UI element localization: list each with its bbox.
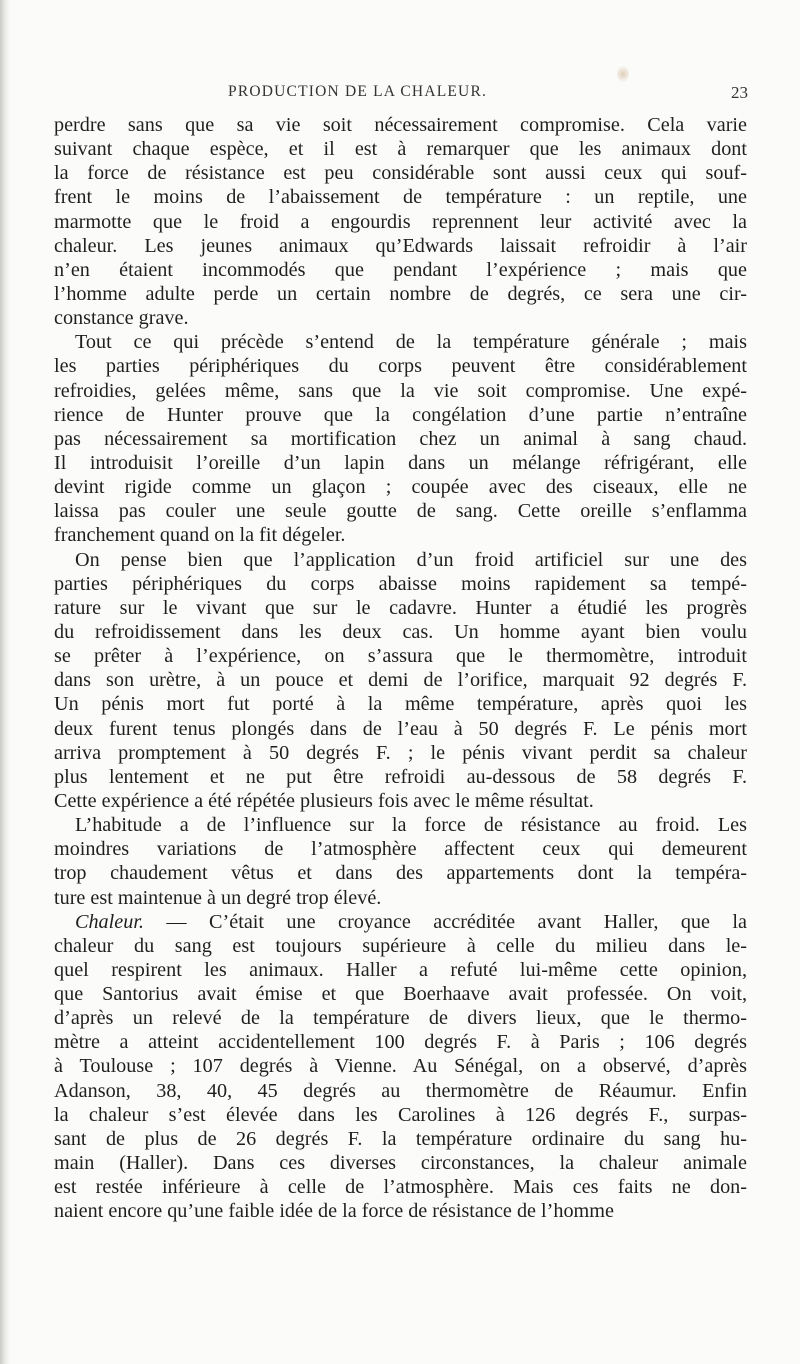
- text-line: quel respirent les animaux. Haller a refuté lui-même cette opinion,: [54, 958, 747, 981]
- text-line: dans son urètre, à un pouce et demi de l’orifice, marquait 92 degrés F.: [54, 669, 747, 692]
- text-line: sant de plus de 26 degrés F. la température ordinaire du sang hu-: [54, 1127, 747, 1150]
- text-line: parties périphériques du corps abaisse moins rapidement sa tempé-: [54, 572, 747, 595]
- text-line: la force de résistance est peu considérable sont aussi ceux qui souf-: [54, 162, 747, 185]
- body-text: [54, 113, 747, 1223]
- text-line: chaleur. Les jeunes animaux qu’Edwards laissait refroidir à l’air: [54, 234, 747, 257]
- text-line: perdre sans que sa vie soit nécessairement compromise. Cela varie: [54, 114, 747, 136]
- text-line: pas nécessairement sa mortification chez un animal à sang chaud.: [54, 427, 747, 450]
- text-line: les parties périphériques du corps peuvent être considérablement: [54, 355, 747, 378]
- text-line: [54, 910, 747, 934]
- text-line: à Toulouse ; 107 degrés à Vienne. Au Sénégal, on a observé, d’après: [54, 1055, 747, 1078]
- text-line: moindres variations de l’atmosphère affectent ceux qui demeurent: [54, 838, 747, 861]
- text-line: se prêter à l’expérience, on s’assura que le thermomètre, introduit: [54, 645, 747, 668]
- text-line: marmotte que le froid a engourdis reprennent leur activité avec la: [54, 210, 747, 233]
- text-line: constance grave.: [54, 307, 189, 330]
- line-text: — C’était une croyance accréditée avant Haller, que la: [143, 910, 747, 933]
- text-line: main (Haller). Dans ces diverses circonstances, la chaleur animale: [54, 1152, 747, 1175]
- italic-lead: Chaleur.: [75, 910, 144, 933]
- text-line: l’homme adulte perde un certain nombre de degrés, ce sera une cir-: [54, 282, 747, 305]
- text-line: Cette expérience a été répétée plusieurs fois avec le même résultat.: [54, 789, 594, 812]
- text-line: On pense bien que l’application d’un froid artificiel sur une des: [75, 548, 747, 571]
- text-line: L’habitude a de l’influence sur la force de résistance au froid. Les: [75, 814, 747, 837]
- text-line: est restée inférieure à celle de l’atmosphère. Mais ces faits ne don-: [54, 1176, 747, 1199]
- paper-stain: [617, 66, 629, 82]
- text-line: laissa pas couler une seule goutte de sang. Cette oreille s’enflamma: [54, 500, 747, 523]
- text-line: Un pénis mort fut porté à la même température, après quoi les: [54, 693, 747, 716]
- running-head-title: PRODUCTION DE LA CHALEUR.: [228, 83, 488, 100]
- text-line: arriva promptement à 50 degrés F. ; le pénis vivant perdit sa chaleur: [54, 741, 747, 764]
- running-head: [228, 83, 748, 107]
- page-number: 23: [731, 83, 748, 102]
- text-line: naient encore qu’une faible idée de la force de résistance de l’homme: [54, 1200, 614, 1223]
- paragraph: [54, 330, 747, 547]
- text-line: mètre a atteint accidentellement 100 degrés F. à Paris ; 106 degrés: [54, 1031, 747, 1054]
- text-line: la chaleur s’est élevée dans les Carolines à 126 degrés F., surpas-: [54, 1103, 747, 1126]
- paragraph: [54, 813, 747, 910]
- paragraph: [54, 113, 747, 330]
- text-line: deux furent tenus plongés dans de l’eau à 50 degrés F. Le pénis mort: [54, 717, 747, 740]
- text-line: chaleur du sang est toujours supérieure à celle du milieu dans le-: [54, 934, 747, 957]
- text-line: franchement quand on la fit dégeler.: [54, 524, 346, 547]
- text-line: du refroidissement dans les deux cas. Un homme ayant bien voulu: [54, 620, 747, 643]
- text-line: ture est maintenue à un degré trop élevé.: [54, 886, 382, 909]
- text-line: rature sur le vivant que sur le cadavre. Hunter a étudié les progrès: [54, 596, 747, 619]
- text-line: d’après un relevé de la température de divers lieux, que le thermo-: [54, 1007, 747, 1030]
- text-line: refroidies, gelées même, sans que la vie soit compromise. Une expé-: [54, 379, 747, 402]
- text-line: rience de Hunter prouve que la congélation d’une partie n’entraîne: [54, 403, 747, 426]
- text-line: devint rigide comme un glaçon ; coupée avec des ciseaux, elle ne: [54, 476, 747, 499]
- text-line: n’en étaient incommodés que pendant l’expérience ; mais que: [54, 258, 747, 281]
- text-line: Il introduisit l’oreille d’un lapin dans un mélange réfrigérant, elle: [54, 451, 747, 474]
- text-line: suivant chaque espèce, et il est à remarquer que les animaux dont: [54, 138, 747, 161]
- paragraph: [54, 910, 747, 1224]
- text-line: que Santorius avait émise et que Boerhaave avait professée. On voit,: [54, 983, 747, 1006]
- text-line: frent le moins de l’abaissement de température : un reptile, une: [54, 186, 747, 209]
- page-spine-shadow: [0, 0, 10, 1364]
- paragraph: [54, 548, 747, 814]
- text-line: trop chaudement vêtus et dans des appartements dont la tempéra-: [54, 862, 747, 885]
- text-line: Tout ce qui précède s’entend de la température générale ; mais: [75, 331, 747, 354]
- text-line: plus lentement et ne put être refroidi au-dessous de 58 degrés F.: [54, 765, 747, 788]
- text-line: Adanson, 38, 40, 45 degrés au thermomètre de Réaumur. Enfin: [54, 1079, 747, 1102]
